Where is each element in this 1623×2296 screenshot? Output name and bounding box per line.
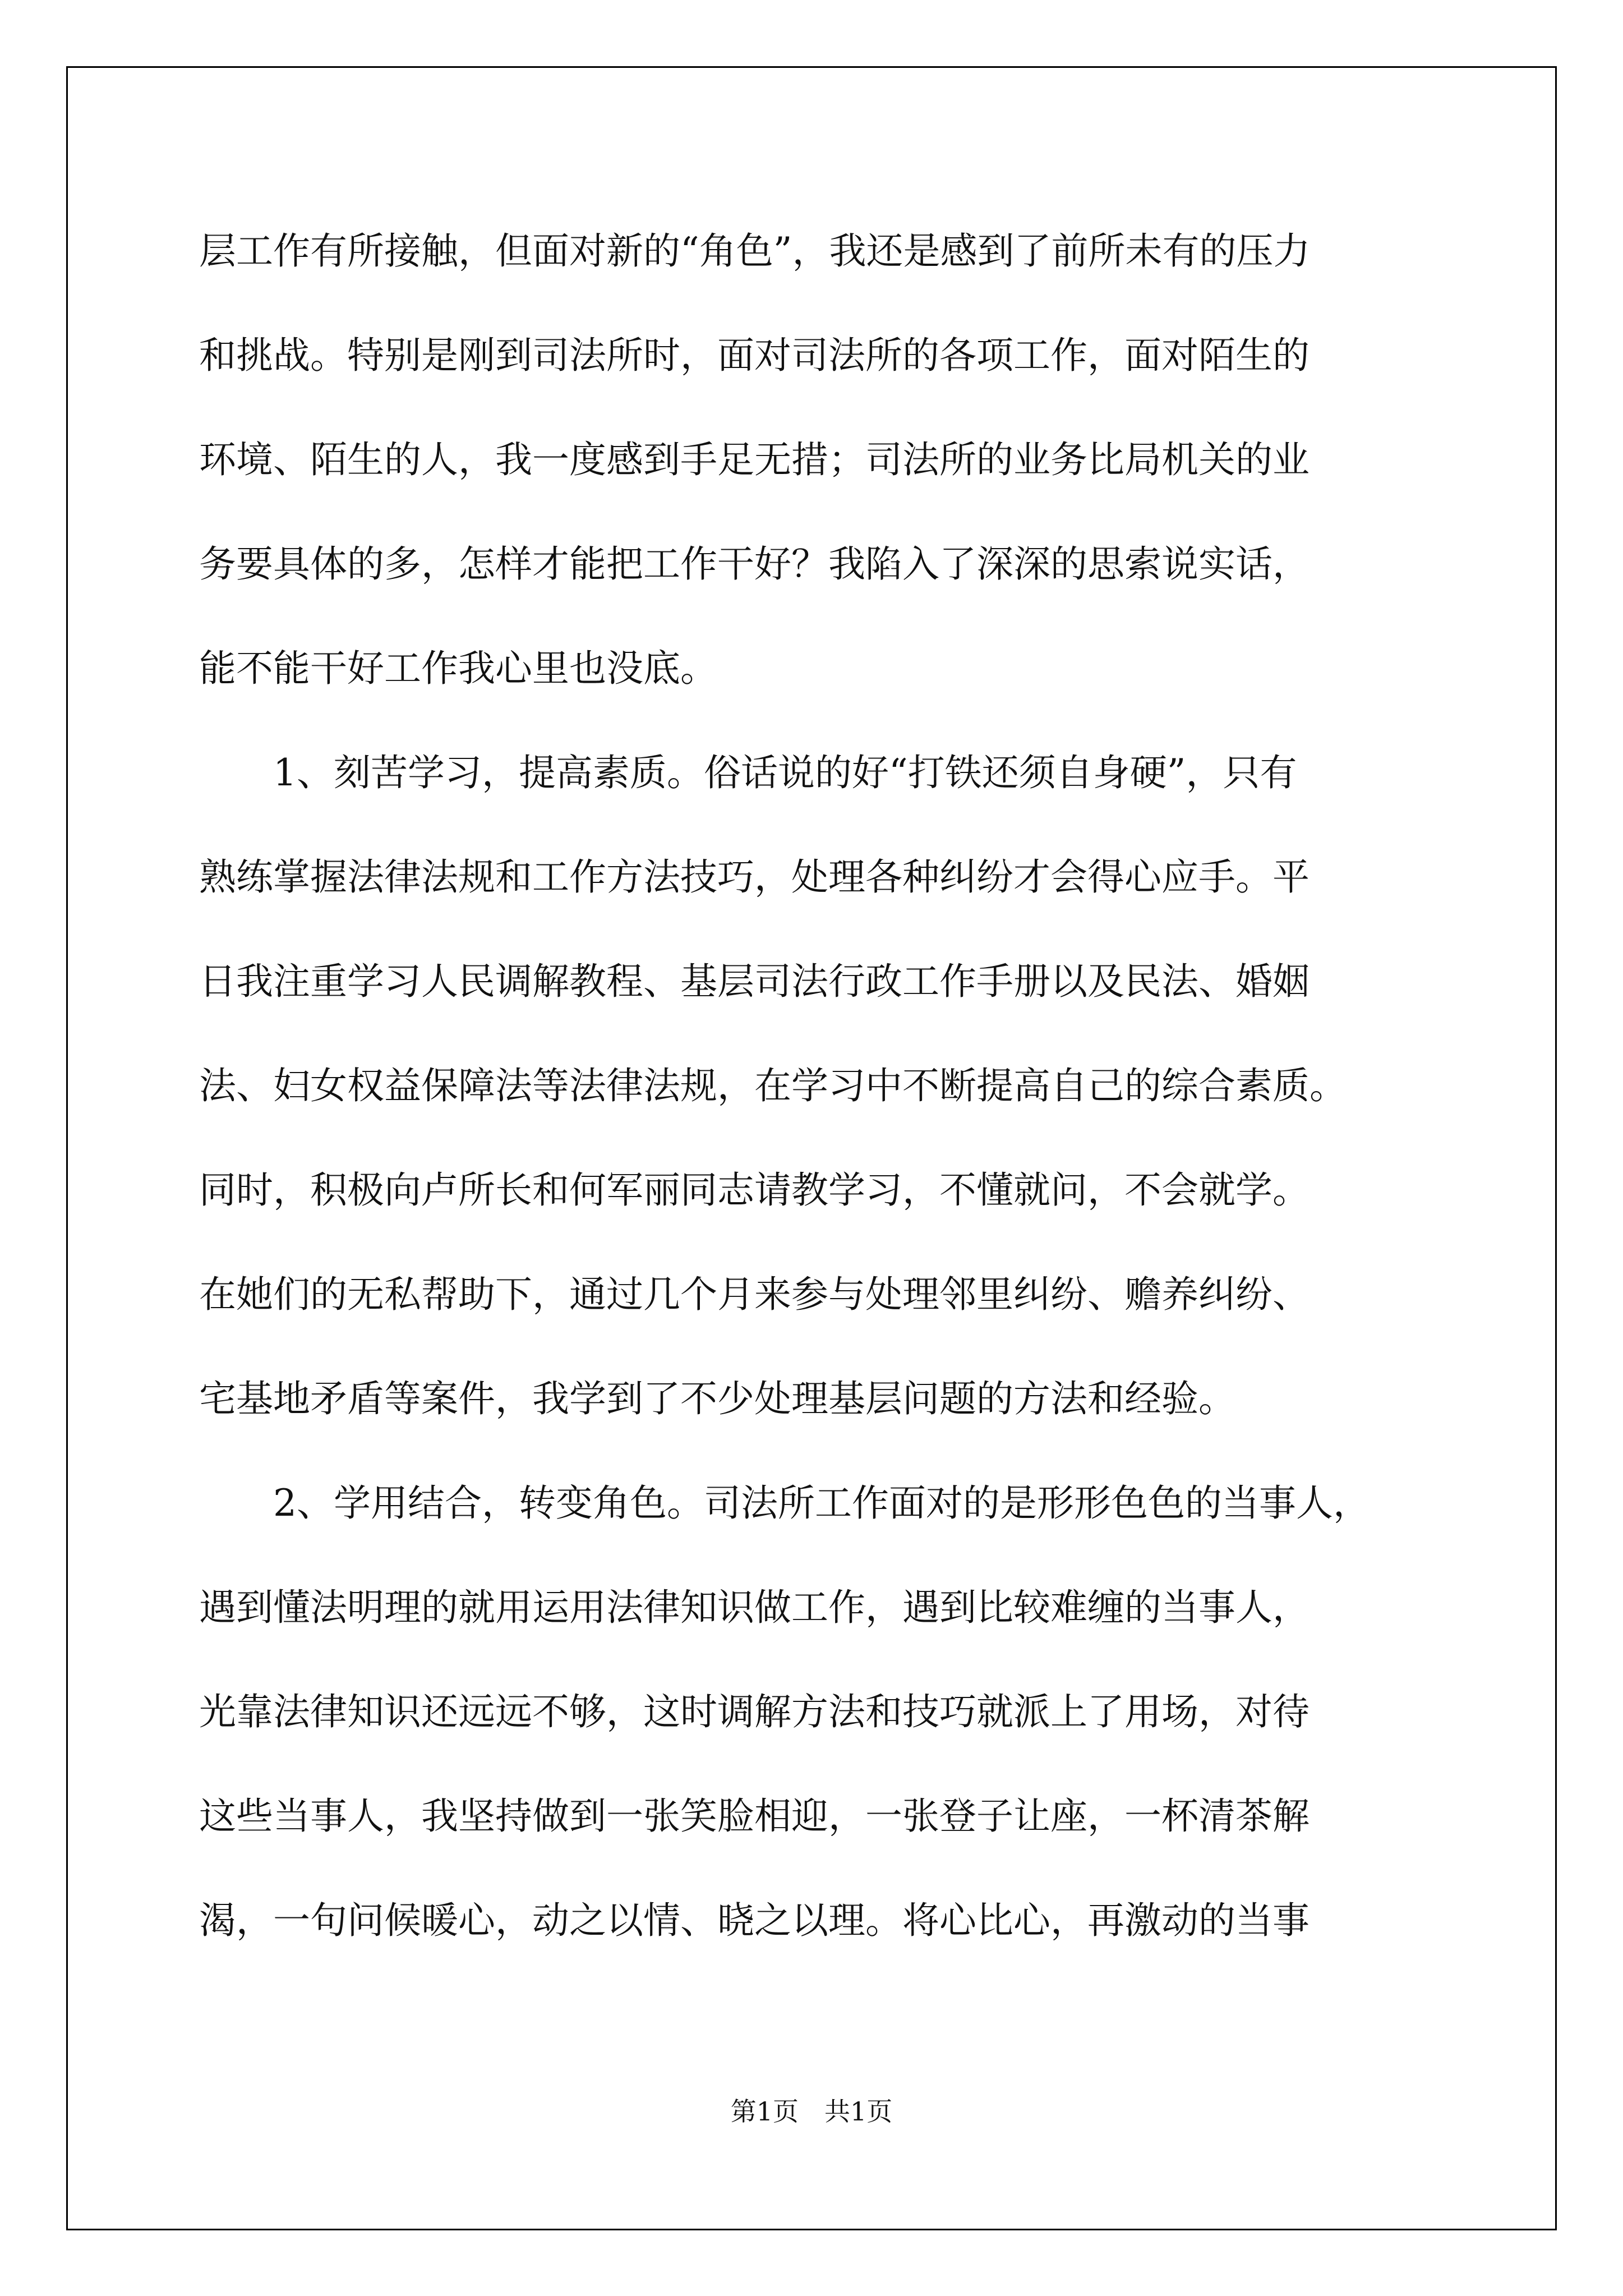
text-line: 在她们的无私帮助下，通过几个月来参与处理邻里纠纷、赡养纠纷、: [199, 1273, 1310, 1316]
paragraph-intro: [199, 199, 1433, 721]
text-line: 环境、陌生的人，我一度感到手足无措；司法所的业务比局机关的业: [199, 438, 1310, 481]
document-body: [199, 199, 1433, 1973]
text-line: 熟练掌握法律法规和工作方法技巧，处理各种纠纷才会得心应手。平: [199, 855, 1310, 899]
text-line: 和挑战。特别是刚到司法所时，面对司法所的各项工作，面对陌生的: [199, 334, 1310, 377]
text-line: 法、妇女权益保障法等法律法规，在学习中不断提高自己的综合素质。: [199, 1064, 1347, 1107]
text-line: 光靠法律知识还远远不够，这时调解方法和技巧就派上了用场，对待: [199, 1690, 1310, 1733]
text-line: 1、刻苦学习，提高素质。俗话说的好“打铁还须自身硬”，只有: [199, 751, 1297, 794]
text-line: 能不能干好工作我心里也没底。: [199, 647, 717, 690]
text-line: 同时，积极向卢所长和何军丽同志请教学习，不懂就问，不会就学。: [199, 1168, 1310, 1212]
text-line: 遇到懂法明理的就用运用法律知识做工作，遇到比较难缠的当事人，: [199, 1586, 1310, 1629]
text-line: 宅基地矛盾等案件，我学到了不少处理基层问题的方法和经验。: [199, 1377, 1235, 1420]
text-line: 层工作有所接触，但面对新的“角色”，我还是感到了前所未有的压力: [199, 229, 1311, 273]
text-line: 2、学用结合，转变角色。司法所工作面对的是形形色色的当事人，: [199, 1481, 1370, 1525]
page-footer: 第1页 共1页: [730, 2096, 893, 2127]
paragraph-practice: [199, 1451, 1433, 1973]
text-line: 这些当事人，我坚持做到一张笑脸相迎，一张登子让座，一杯清茶解: [199, 1795, 1310, 1838]
text-line: 日我注重学习人民调解教程、基层司法行政工作手册以及民法、婚姻: [199, 960, 1310, 1003]
paragraph-study: [199, 721, 1433, 1451]
text-line: 渴，一句问候暖心，动之以情、晓之以理。将心比心，再激动的当事: [199, 1899, 1310, 1942]
text-line: 务要具体的多，怎样才能把工作干好？我陷入了深深的思索说实话，: [199, 542, 1310, 586]
